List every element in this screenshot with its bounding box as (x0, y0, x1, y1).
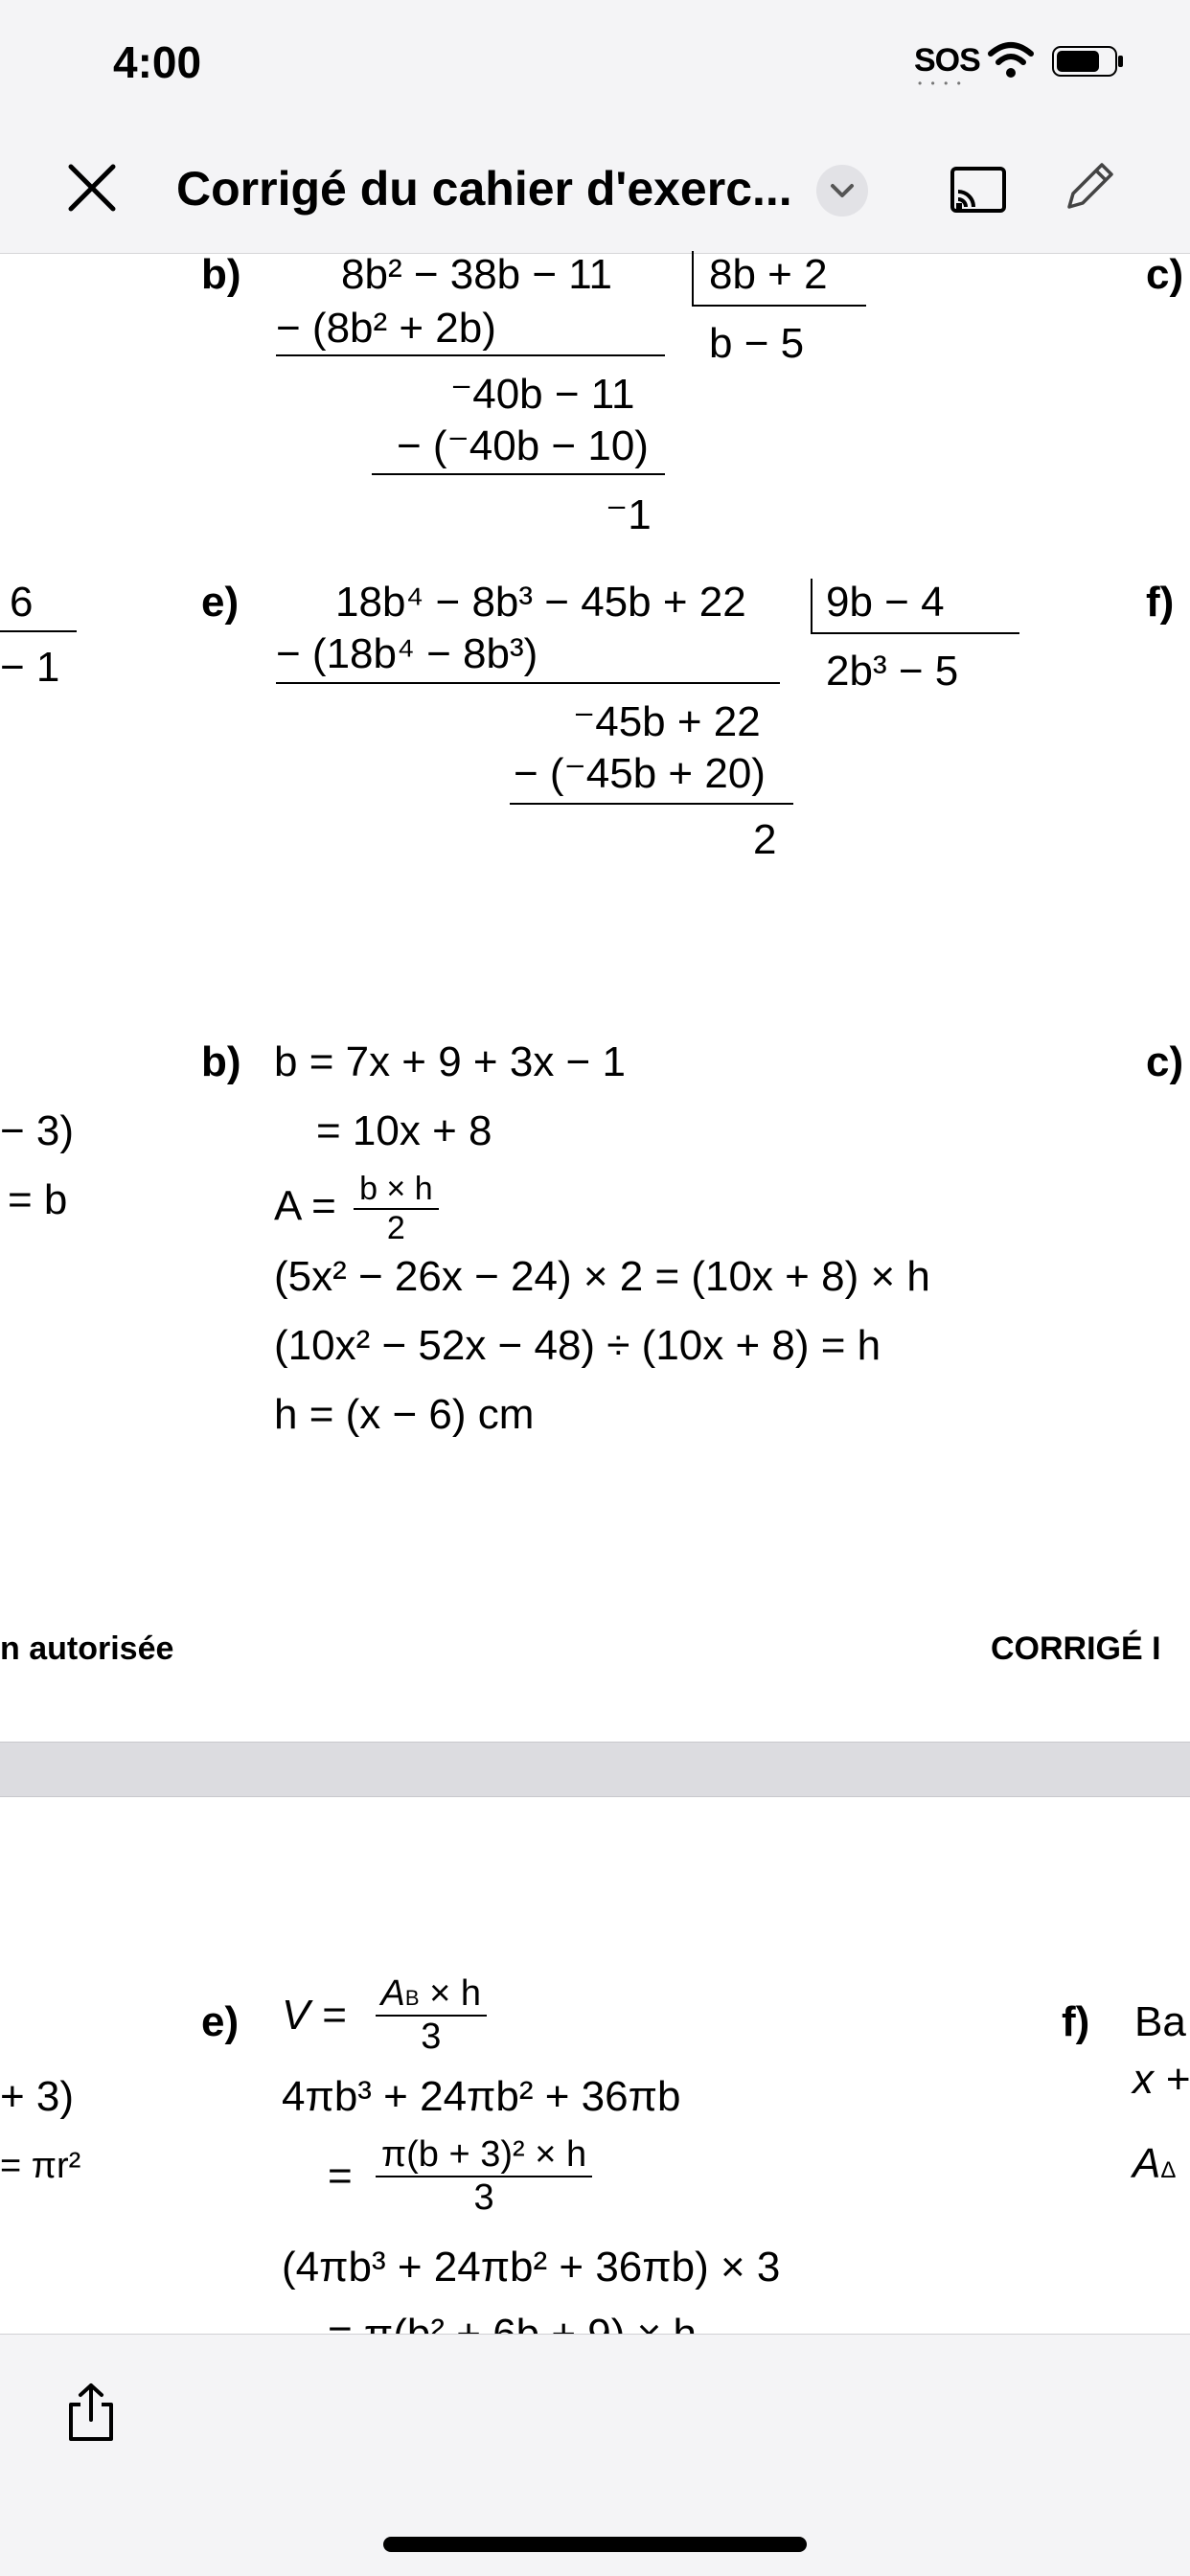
volume-formula-lhs: V = (282, 1992, 347, 2039)
left-fragment-3: − 3) (0, 1107, 75, 1154)
pencil-icon[interactable] (1058, 157, 1119, 218)
volume-line-3-denominator: 3 (473, 2177, 494, 2218)
volume-line-4: (4πb³ + 24πb² + 36πb) × 3 (282, 2244, 781, 2291)
division-e-divisor: 9b − 4 (826, 579, 945, 626)
volume-line-3-fraction (376, 2134, 592, 2219)
page2-left-fragment-1: + 3) (0, 2073, 75, 2120)
area-formula-fraction (354, 1171, 439, 1247)
status-time: 4:00 (113, 37, 202, 87)
division-b-dividend: 8b² − 38b − 11 (341, 251, 612, 298)
left-fragment-2: − 1 (0, 644, 60, 691)
division-e-subtract-1: − (18b⁴ − 8b³) (276, 630, 538, 677)
exercise-label-f: f) (1146, 579, 1175, 626)
division-b-divisor-line (692, 305, 866, 307)
area-fraction-numerator: b × h (354, 1171, 439, 1210)
division-e-subtract-2: − (⁻45b + 20) (514, 750, 766, 797)
area-fraction-denominator: 2 (386, 1210, 405, 1246)
volume-formula (282, 1973, 487, 2058)
division-e-line-2 (510, 803, 793, 805)
cast-icon[interactable] (949, 163, 1008, 218)
area-line-6: h = (x − 6) cm (274, 1391, 535, 1438)
document-title[interactable]: Corrigé du cahier d'exerc... (176, 162, 792, 216)
division-e-line-1 (276, 682, 780, 684)
area-line-1: b = 7x + 9 + 3x − 1 (274, 1038, 626, 1085)
f2-fragment-3-sub: Δ (1160, 2157, 1177, 2183)
status-carrier-dots: • • • • (918, 77, 964, 90)
page-footer-left: n autorisée (0, 1630, 174, 1667)
division-e-remainder-2: 2 (753, 816, 777, 863)
title-menu-button[interactable] (816, 165, 868, 217)
home-indicator[interactable] (383, 2537, 807, 2552)
volume-fraction-denominator: 3 (421, 2017, 442, 2057)
exercise-label-b2: b) (201, 1038, 241, 1085)
chevron-down-icon (829, 180, 856, 201)
division-e-dividend: 18b⁴ − 8b³ − 45b + 22 (335, 579, 746, 626)
exercise-label-c: c) (1146, 251, 1184, 298)
exercise-label-f2: f) (1062, 1998, 1090, 2045)
f2-fragment-2: x + (1133, 2056, 1190, 2103)
area-line-4: (5x² − 26x − 24) × 2 = (10x + 8) × h (274, 1253, 930, 1300)
volume-line-3-eq: = (328, 2153, 353, 2200)
close-icon[interactable] (65, 161, 119, 215)
area-formula (274, 1171, 439, 1247)
wifi-icon (987, 38, 1035, 80)
division-b-line-1 (276, 354, 665, 356)
division-b-remainder-2: ⁻1 (606, 491, 652, 538)
status-carrier: SOS (914, 42, 980, 79)
exercise-label-b: b) (201, 251, 241, 298)
volume-formula-fraction (376, 1973, 488, 2058)
f2-fragment-1: Ba (1134, 1998, 1186, 2045)
battery-icon (1052, 46, 1125, 77)
division-b-divisor: 8b + 2 (709, 251, 828, 298)
exercise-label-e: e) (201, 579, 240, 626)
volume-line-3-numerator: π(b + 3)² × h (376, 2134, 592, 2177)
left-fragment-line (0, 630, 77, 632)
volume-fraction-numerator (376, 1973, 488, 2017)
area-formula-lhs: A = (274, 1182, 336, 1230)
division-e-bracket (811, 579, 812, 632)
f2-fragment-3 (1133, 2140, 1176, 2188)
volume-fraction-rest: × h (419, 1973, 482, 2014)
page-footer-right: CORRIGÉ I (991, 1630, 1161, 1667)
division-e-remainder-1: ⁻45b + 22 (573, 698, 761, 745)
page-separator (0, 1742, 1190, 1797)
division-e-divisor-line (811, 632, 1019, 634)
area-line-5: (10x² − 52x − 48) ÷ (10x + 8) = h (274, 1322, 881, 1369)
division-b-line-2 (372, 473, 665, 475)
division-b-subtract-1: − (8b² + 2b) (276, 305, 496, 352)
volume-fraction-sub: B (404, 1986, 420, 2010)
page2-left-fragment-2: = πr² (0, 2146, 81, 2186)
exercise-label-c2: c) (1146, 1038, 1184, 1085)
volume-fraction-base: A (380, 1973, 405, 2014)
area-line-2: = 10x + 8 (316, 1107, 492, 1154)
division-b-remainder-1: ⁻40b − 11 (450, 371, 635, 418)
division-b-bracket (692, 251, 694, 305)
division-e-quotient: 2b³ − 5 (826, 648, 959, 695)
volume-line-3 (328, 2134, 592, 2219)
division-b-subtract-2: − (⁻40b − 10) (397, 422, 649, 469)
division-b-quotient: b − 5 (709, 320, 805, 367)
volume-line-2: 4πb³ + 24πb² + 36πb (282, 2073, 681, 2120)
f2-fragment-3-main: A (1133, 2140, 1161, 2187)
share-icon[interactable] (61, 2382, 121, 2443)
left-fragment-1: 6 (10, 579, 34, 626)
exercise-label-e2: e) (201, 1998, 240, 2045)
left-fragment-4: = b (8, 1176, 68, 1223)
